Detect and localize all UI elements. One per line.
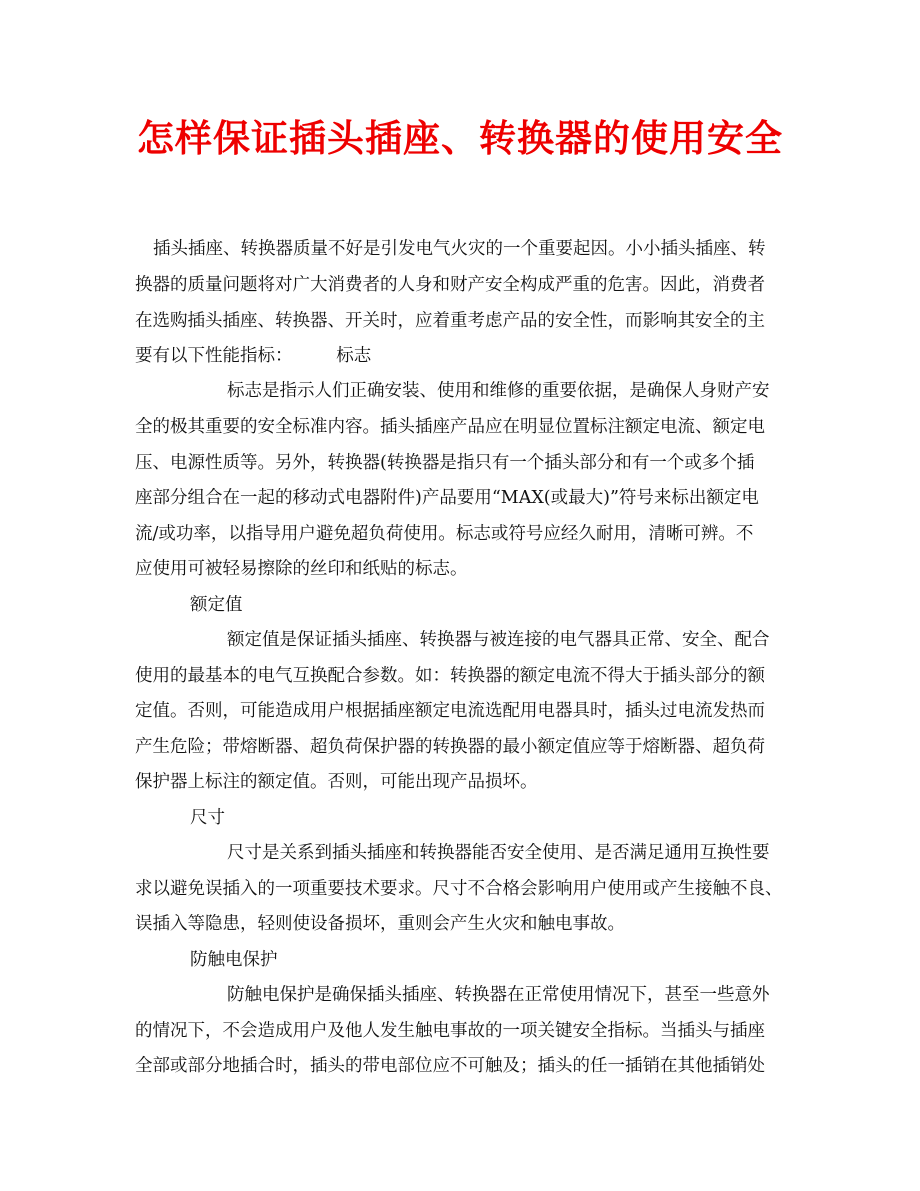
paragraph-line: 求以避免误插入的一项重要技术要求。尺寸不合格会影响用户使用或产生接触不良、 — [135, 879, 783, 899]
section-heading: 防触电保护 — [190, 950, 278, 970]
section-heading: 尺寸 — [190, 808, 225, 828]
paragraph-line: 应使用可被轻易擦除的丝印和纸贴的标志。 — [135, 559, 468, 579]
paragraph-line: 全的极其重要的安全标准内容。插头插座产品应在明显位置标注额定电流、额定电 — [135, 417, 765, 437]
document-title: 怎样保证插头插座、转换器的使用安全 — [137, 116, 783, 160]
paragraph-line: 流/或功率，以指导用户避免超负荷使用。标志或符号应经久耐用，清晰可辨。不 — [135, 524, 754, 544]
paragraph-line: 使用的最基本的电气互换配合参数。如：转换器的额定电流不得大于插头部分的额 — [135, 666, 765, 686]
paragraph-line: 尺寸是关系到插头插座和转换器能否安全使用、是否满足通用互换性要 — [227, 843, 770, 863]
intro-line: 要有以下性能指标： 标志 — [135, 346, 372, 366]
paragraph-line: 产生危险；带熔断器、超负荷保护器的转换器的最小额定值应等于熔断器、超负荷 — [135, 737, 765, 757]
paragraph-line: 额定值是保证插头插座、转换器与被连接的电气器具正常、安全、配合 — [227, 630, 770, 650]
paragraph-line: 全部或部分地插合时，插头的带电部位应不可触及；插头的任一插销在其他插销处 — [135, 1056, 765, 1076]
paragraph-line: 座部分组合在一起的移动式电器附件)产品要用“MAX(或最大)”符号来标出额定电 — [135, 488, 759, 508]
intro-line: 插头插座、转换器质量不好是引发电气火灾的一个重要起因。小小插头插座、转 — [153, 239, 766, 259]
paragraph-line: 定值。否则，可能造成用户根据插座额定电流选配用电器具时，插头过电流发热而 — [135, 701, 765, 721]
section-heading: 额定值 — [190, 595, 243, 615]
paragraph-line: 的情况下，不会造成用户及他人发生触电事故的一项关键安全指标。当插头与插座 — [135, 1021, 765, 1041]
paragraph-line: 压、电源性质等。另外，转换器(转换器是指只有一个插头部分和有一个或多个插 — [135, 453, 755, 473]
paragraph-line: 误插入等隐患，轻则使设备损坏，重则会产生火灾和触电事故。 — [135, 914, 625, 934]
paragraph-line: 保护器上标注的额定值。否则，可能出现产品损坏。 — [135, 772, 538, 792]
intro-line: 在选购插头插座、转换器、开关时，应着重考虑产品的安全性，而影响其安全的主 — [135, 311, 765, 331]
intro-line: 换器的质量问题将对广大消费者的人身和财产安全构成严重的危害。因此，消费者 — [135, 275, 765, 295]
paragraph-line: 标志是指示人们正确安装、使用和维修的重要依据，是确保人身财产安 — [227, 381, 770, 401]
paragraph-line: 防触电保护是确保插头插座、转换器在正常使用情况下，甚至一些意外 — [227, 985, 770, 1005]
